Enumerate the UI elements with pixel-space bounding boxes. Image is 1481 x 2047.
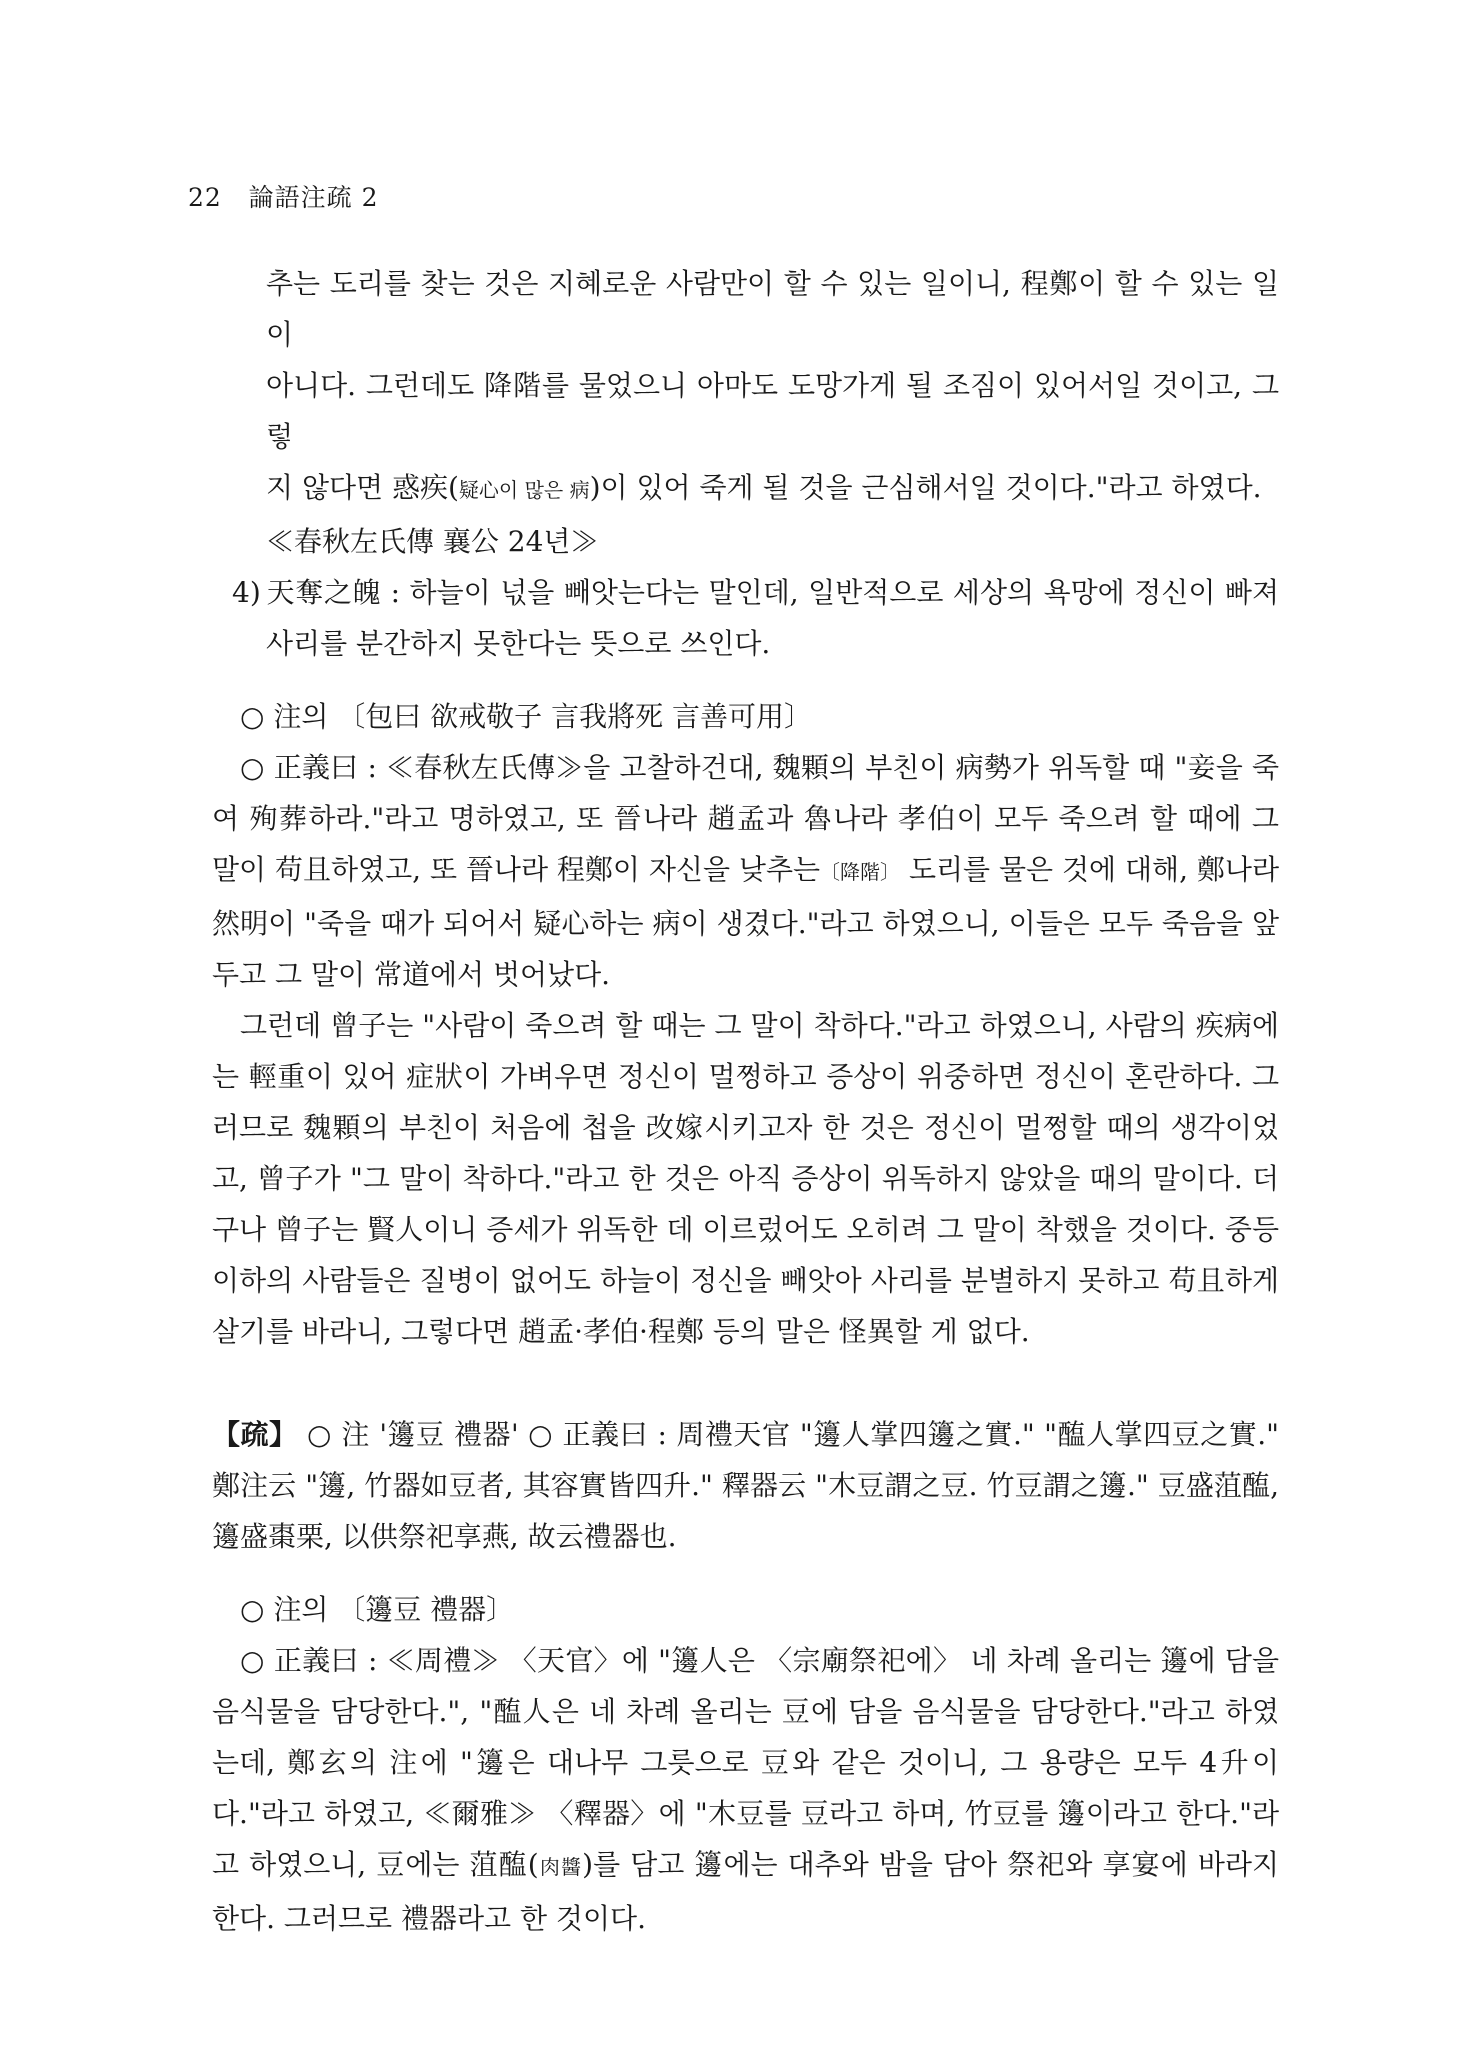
paragraph-text: ○ 正義曰 : ≪春秋左氏傳≫을 고찰하건대, 魏顆의 부친이 病勢가 위독할 때 "妾을 죽여 殉葬하라."라고 명하였고, 또 晉나라 趙孟과 魯나라 孝伯이 모두 죽으려 할 때에 그 말이 苟且하였고, 또 晉나라 程鄭이 자신을 낮추는: [212, 751, 1279, 886]
commentary-heading: ○ 注의 〔包曰 欲戒敬子 言我將死 言善可用〕: [240, 700, 812, 733]
commentary-heading: ○ 注의 〔籩豆 禮器〕: [240, 1593, 515, 1626]
paragraph-text: 도리를 물은 것에 대해, 鄭나라 然明이 "죽을 때가 되어서 疑心하는 病이 생겼다."라고 하였으니, 이들은 모두 죽음을 앞두고 그 말이 常道에서 벗어났다.: [212, 853, 1280, 991]
shu-paragraph: [212, 1409, 1279, 1562]
book-title: 論語注疏 2: [248, 183, 379, 212]
inline-gloss: 肉醬: [538, 1855, 583, 1879]
commentary-paragraph: 그런데 曾子는 "사람이 죽으려 할 때는 그 말이 착하다."라고 하였으니, 사람의 疾病에는 輕重이 있어 症狀이 가벼우면 정신이 멀쩡하고 증상이 위중하면 정신이 혼란하다. 그러므로 魏顆의 부친이 처음에 첩을 改嫁시키고자 한 것은 정신이 멀쩡할 때의 생각이었고, 曾子가 "그 말이 착하다."라고 한 것은 아직 증상이 위독하지 않았을 때의 말이다. 더구나 曾子는 賢人이니 증세가 위독한 데 이르렀어도 오히려 그 말이 착했을 것이다. 중등 이하의 사람들은 질병이 없어도 하늘이 정신을 빼앗아 사리를 분별하지 못하고 苟且하게 살기를 바라니, 그렇다면 趙孟·孝伯·程鄭 등의 말은 怪異할 게 없다.: [212, 1009, 1279, 1348]
note-text: )이 있어 죽게 될 것을 근심해서일 것이다."라고 하였다.: [589, 471, 1262, 504]
note-continuation-line: 아니다. 그런데도 降階를 물었으니 아마도 도망가게 될 조짐이 있어서일 것이고, 그렇: [266, 369, 1279, 453]
paragraph-text: )를 담고 籩에는 대추와 밤을 담아 祭祀와 享宴에 바라지한다. 그러므로 禮器라고 한 것이다.: [212, 1848, 1279, 1935]
shu-label: 【疏】: [212, 1418, 298, 1451]
footnote-text: 天奪之魄 : 하늘이 넋을 빼앗는다는 말인데, 일반적으로 세상의 욕망에 정신이 빠져 사리를 분간하지 못한다는 뜻으로 쓰인다.: [266, 576, 1279, 660]
paragraph-text: ○ 正義曰 : ≪周禮≫ 〈天官〉에 "籩人은 〈宗廟祭祀에〉 네 차례 올리는 籩에 담을 음식물을 담당한다.", "醢人은 네 차례 올리는 豆에 담을 음식물을 담당한다."라고 하였는데, 鄭玄의 注에 "籩은 대나무 그릇으로 豆와 같은 것이니, 그 용량은 모두 4升이다."라고 하였고, ≪爾雅≫ 〈釋器〉에 "木豆를 豆라고 하며, 竹豆를 籩이라고 한다."라고 하였으니, 豆에는 菹醢(: [212, 1644, 1279, 1881]
note-source: ≪春秋左氏傳 襄公 24년≫: [266, 525, 599, 558]
note-continuation-line: [212, 462, 1279, 516]
page-number: 22: [188, 183, 222, 212]
note-text: 지 않다면 惑疾(: [266, 471, 459, 504]
inline-gloss: 〔降階〕: [820, 860, 901, 884]
shu-text: ○ 注 '籩豆 禮器' ○ 正義曰 : 周禮天官 "籩人掌四籩之實." "醢人掌四豆之實." 鄭注云 "籩, 竹器如豆者, 其容實皆四升." 釋器云 "木豆謂之豆. 竹豆謂之籩." 豆盛菹醢, 籩盛棗栗, 以供祭祀享燕, 故云禮器也.: [212, 1418, 1279, 1553]
inline-gloss: 疑心이 많은 病: [458, 478, 590, 502]
footnote-4: [212, 567, 1279, 669]
page-body: [212, 258, 1279, 1944]
note-continuation-line: 추는 도리를 찾는 것은 지혜로운 사람만이 할 수 있는 일이니, 程鄭이 할 수 있는 일이: [266, 267, 1279, 351]
page-header: [188, 178, 379, 214]
commentary-paragraph: [212, 1635, 1279, 1944]
commentary-paragraph: [212, 742, 1279, 1000]
footnote-number: 4): [232, 576, 261, 609]
